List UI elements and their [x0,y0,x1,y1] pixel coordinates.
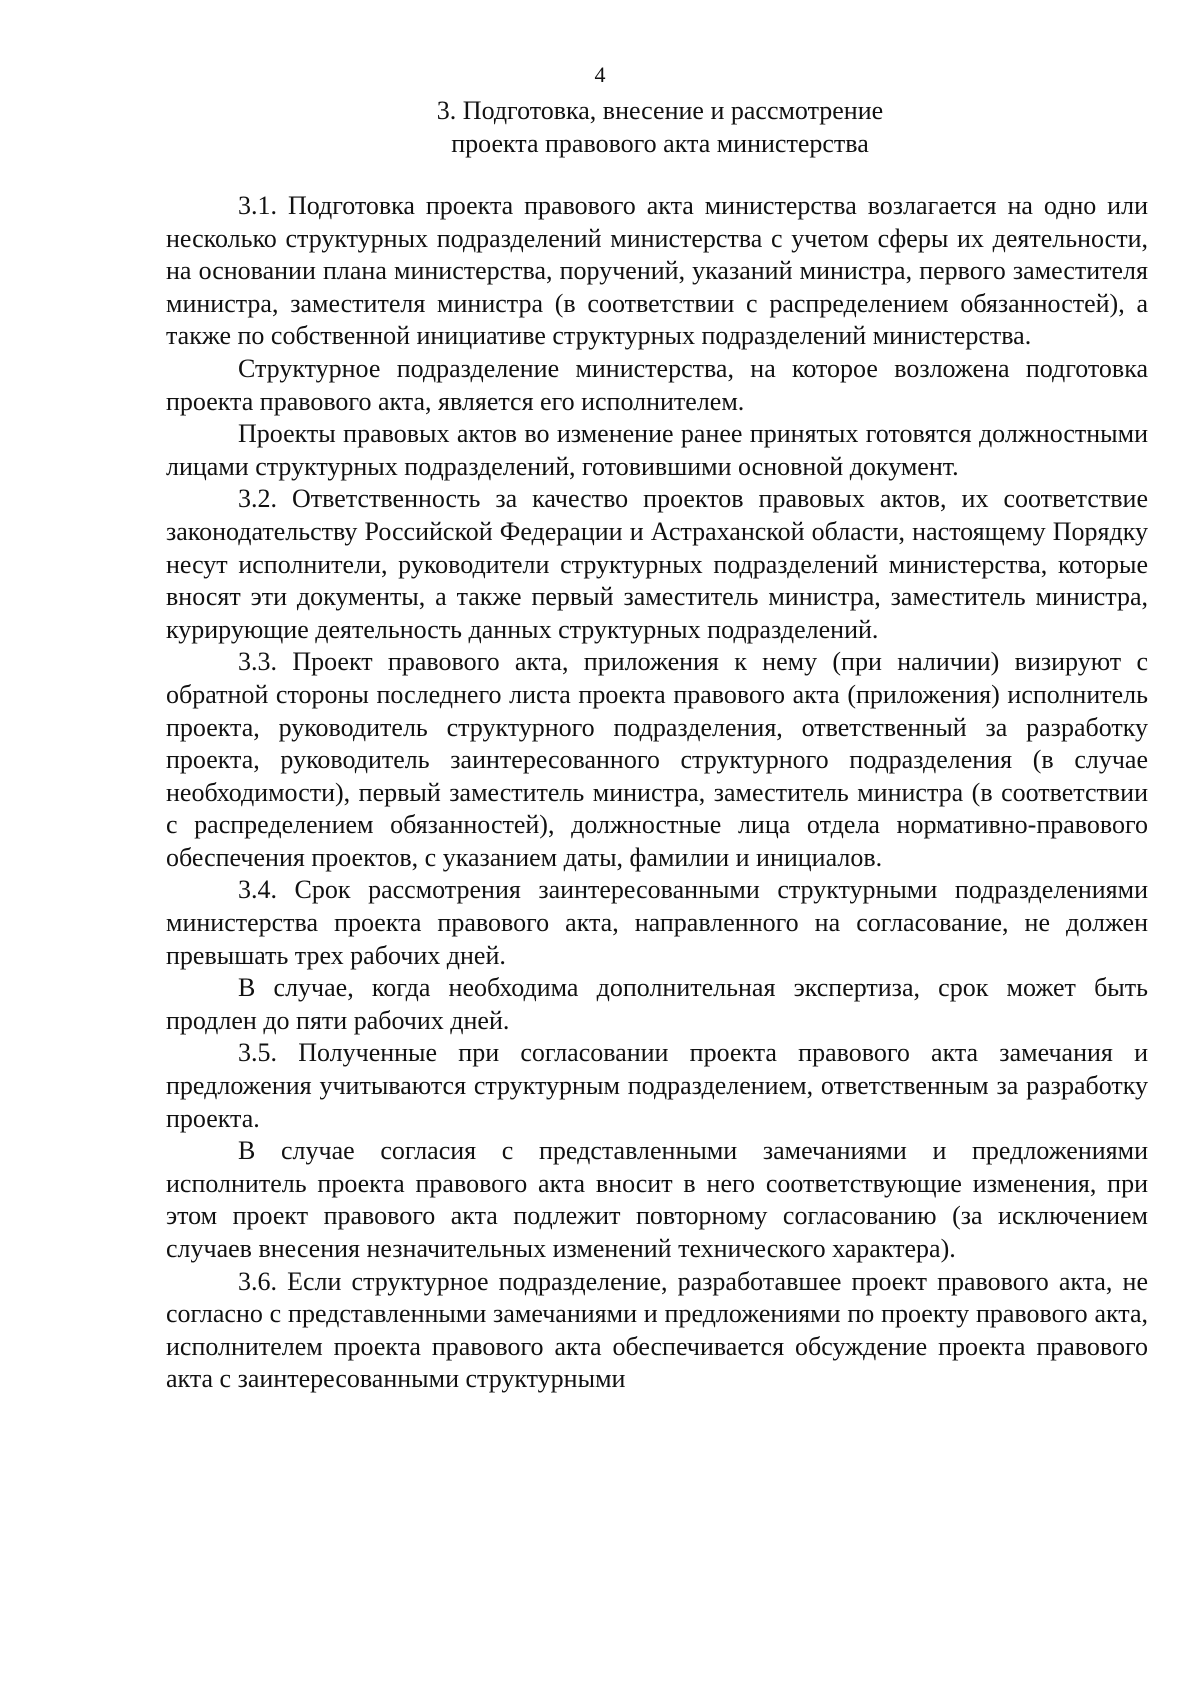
section-title-line-2: проекта правового акта министерства [451,129,869,158]
page-number: 4 [594,62,606,87]
paragraph-agreement: В случае согласия с представленными замечаниями и предложениями исполнитель проекта правового акта вносит в него соответствующие изменения, при этом проект правового акта подлежит повторному согласованию (за исключением случаев внесения незначительных изменений технического характера). [166,1136,1148,1263]
paragraph-expertise: В случае, когда необходима дополнительная экспертиза, срок может быть продлен до пяти рабочих дней. [166,973,1148,1035]
paragraph-3-1: 3.1. Подготовка проекта правового акта министерства возлагается на одно или несколько структурных подразделений министерства с учетом сферы их деятельности, на основании плана министерства, поручений, указаний министра, первого заместителя министра, заместителя министра (в соответствии с распределением обязанностей), а также по собственной инициативе структурных подразделений министерства. [166,191,1148,351]
section-title-line-1: 3. Подготовка, внесение и рассмотрение [436,96,884,125]
paragraph-3-2: 3.2. Ответственность за качество проектов правовых актов, их соответствие законодательству Российской Федерации и Астраханской области, настоящему Порядку несут исполнители, руководители структурных подразделений министерства, которые вносят эти документы, а также первый заместитель министра, заместитель министра, курирующие деятельность данных структурных подразделений. [166,484,1148,644]
paragraph-3-3: 3.3. Проект правового акта, приложения к нему (при наличии) визируют с обратной стороны последнего листа проекта правового акта (приложения) исполнитель проекта, руководитель структурного подразделения, ответственный за разработку проекта, руководитель заинтересованного структурного подразделения (в случае необходимости), первый заместитель министра, заместитель министра (в соответствии с распределением обязанностей), должностные лица отдела нормативно-правового обеспечения проектов, с указанием даты, фамилии и инициалов. [166,647,1148,872]
paragraph-3-6: 3.6. Если структурное подразделение, разработавшее проект правового акта, не согласно с представленными замечаниями и предложениями по проекту правового акта, исполнителем проекта правового акта обеспечивается обсуждение проекта правового акта с заинтересованными структурными [166,1266,1148,1394]
paragraph-executor: Структурное подразделение министерства, на которое возложена подготовка проекта правового акта, является его исполнителем. [166,353,1148,416]
document-body [166,190,1148,1396]
paragraph-3-4: 3.4. Срок рассмотрения заинтересованными структурными подразделениями министерства проекта правового акта, направленного на согласование, не должен превышать трех рабочих дней. [166,875,1148,970]
section-title [340,94,980,160]
paragraph-amendments: Проекты правовых актов во изменение ранее принятых готовятся должностными лицами структурных подразделений, готовившими основной документ. [166,419,1148,481]
paragraph-3-5: 3.5. Полученные при согласовании проекта правового акта замечания и предложения учитываются структурным подразделением, ответственным за разработку проекта. [166,1038,1148,1133]
